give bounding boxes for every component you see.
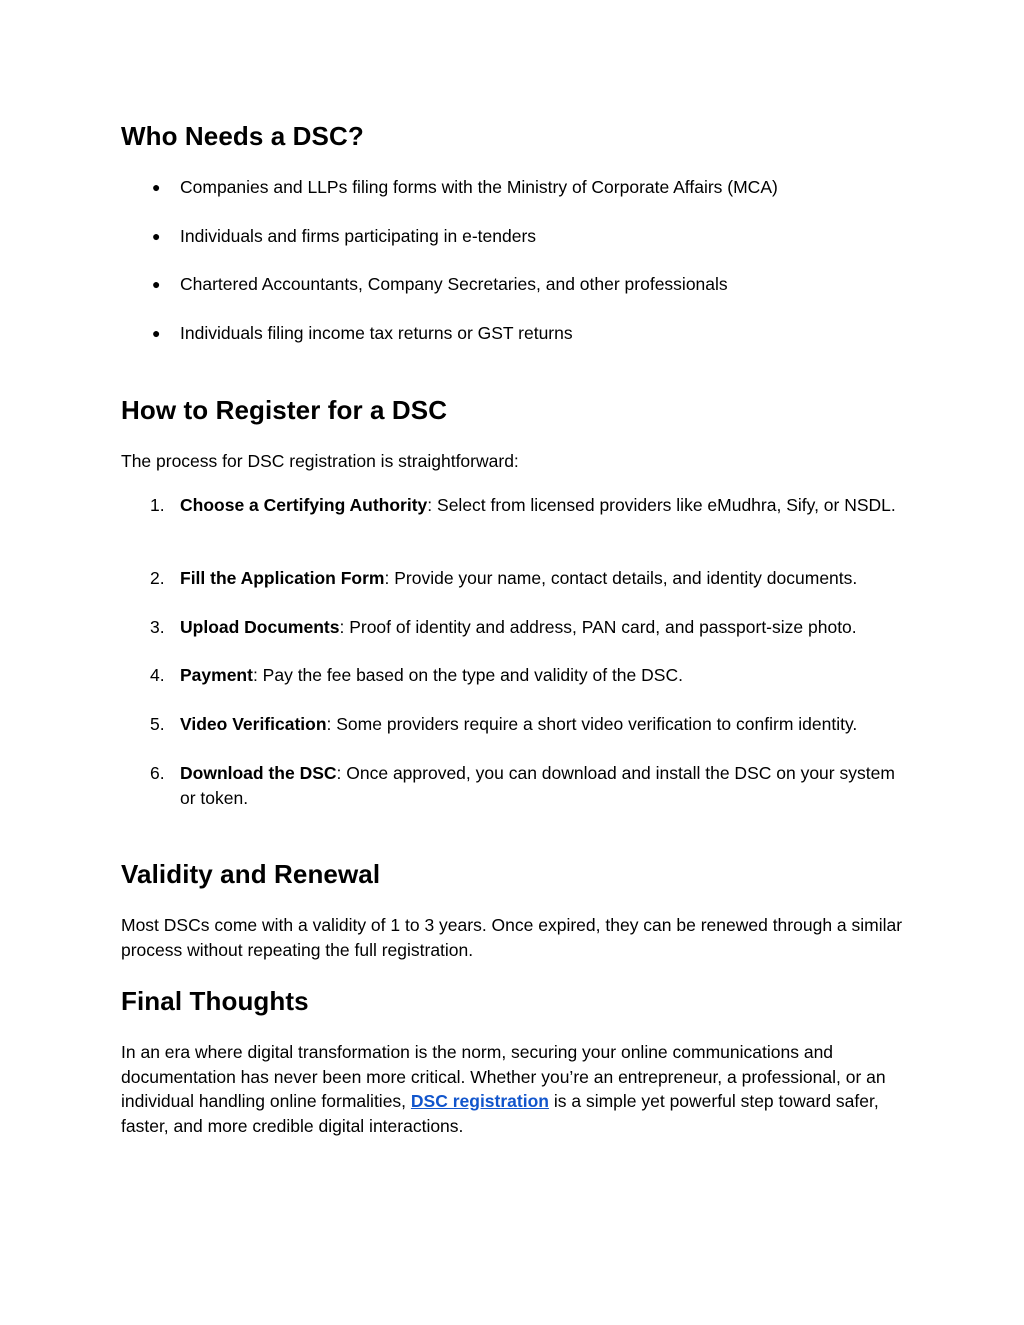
step-text: [180, 712, 910, 737]
step-text: [180, 761, 910, 810]
step-description: : Some providers require a short video verification to confirm identity.: [326, 714, 858, 734]
bullet-icon: ●: [152, 179, 161, 195]
step-description: : Select from licensed providers like eMudhra, Sify, or NSDL.: [427, 495, 896, 515]
validity-paragraph: Most DSCs come with a validity of 1 to 3 years. Once expired, they can be renewed through a similar process without repeating the full registration.: [121, 915, 903, 960]
step-number: 6.: [150, 763, 165, 783]
bullet-icon: ●: [152, 228, 161, 244]
bullet-icon: ●: [152, 325, 161, 341]
step-title: Video Verification: [180, 714, 327, 734]
step-number: 2.: [150, 568, 165, 588]
heading-final-thoughts: Final Thoughts: [121, 986, 309, 1016]
dsc-registration-link[interactable]: DSC registration: [410, 1091, 549, 1111]
final-text-after: is a simple yet powerful step toward safer, faster, and more credible digital interactions.: [121, 1091, 879, 1136]
heading-how-to-register: How to Register for a DSC: [121, 395, 448, 425]
heading-validity-renewal: Validity and Renewal: [121, 859, 381, 889]
step-number: 4.: [150, 665, 165, 685]
step-description: : Provide your name, contact details, and identity documents.: [384, 568, 858, 588]
step-text: [180, 663, 910, 688]
list-item-text: Companies and LLPs filing forms with the Ministry of Corporate Affairs (MCA): [180, 177, 778, 197]
bullet-icon: ●: [152, 276, 161, 292]
step-number: 3.: [150, 617, 165, 637]
register-intro: The process for DSC registration is straightforward:: [121, 451, 519, 471]
step-number: 5.: [150, 714, 165, 734]
step-text: [180, 493, 910, 518]
step-text: [180, 566, 910, 591]
step-text: [180, 615, 910, 640]
final-text-before: In an era where digital transformation is the norm, securing your online communications and documentation has never been more critical. Whether you’re an entrepreneur, a professional, or an individual handling online formalities,: [121, 1042, 886, 1111]
step-title: Choose a Certifying Authority: [180, 495, 428, 515]
heading-who-needs-dsc: Who Needs a DSC?: [121, 121, 364, 151]
step-title: Payment: [180, 665, 253, 685]
step-number: 1.: [150, 495, 165, 515]
step-description: : Once approved, you can download and install the DSC on your system or token.: [180, 763, 895, 808]
step-description: : Proof of identity and address, PAN card, and passport-size photo.: [339, 617, 857, 637]
step-title: Download the DSC: [180, 763, 337, 783]
step-description: : Pay the fee based on the type and validity of the DSC.: [252, 665, 683, 685]
final-paragraph: [121, 1040, 911, 1138]
step-title: Fill the Application Form: [180, 568, 385, 588]
step-title: Upload Documents: [180, 617, 340, 637]
list-item-text: Individuals and firms participating in e-tenders: [180, 226, 537, 246]
list-item-text: Chartered Accountants, Company Secretaries, and other professionals: [180, 274, 728, 294]
list-item-text: Individuals filing income tax returns or GST returns: [180, 323, 573, 343]
